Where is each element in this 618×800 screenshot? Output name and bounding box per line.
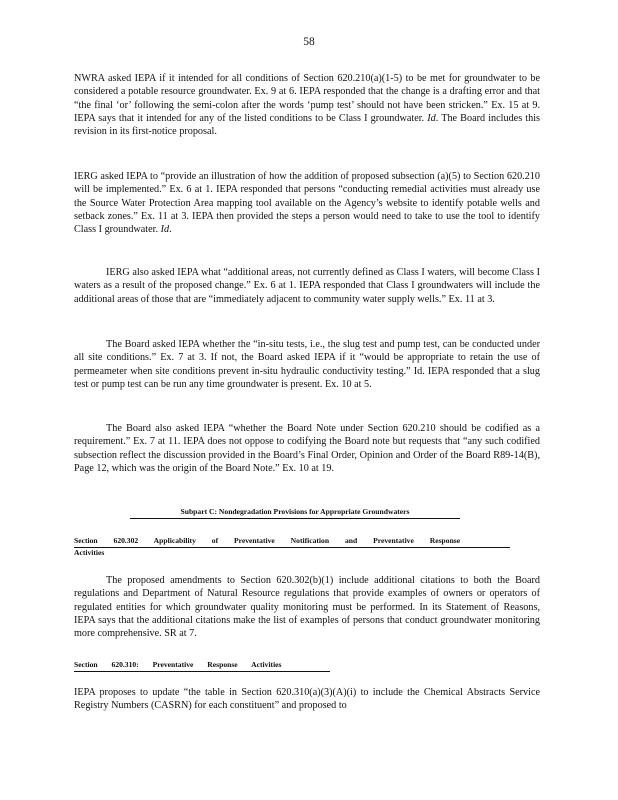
section-302-heading-line2: Activities bbox=[74, 548, 105, 557]
paragraph-620-302 bbox=[74, 574, 540, 640]
subpart-heading bbox=[74, 507, 510, 519]
subpart-heading-text: Subpart C: Nondegradation Provisions for Appropriate Groundwaters bbox=[130, 507, 460, 519]
paragraph-nwra-tail: The Board includes this revision in its first-notice proposal. bbox=[74, 112, 540, 138]
paragraph-ierg-illustration bbox=[74, 170, 540, 236]
section-302-heading bbox=[74, 536, 510, 558]
paragraph-board-note-text: The Board also asked IEPA “whether the Board Note under Section 620.210 should be codified as a requirement.” Ex. 7 at 11. IEPA does not oppose to codifying the Board note but requests that “any such codified subsection reflect the discussion provided in the Board’s Final Order, Opinion and Order of the Board R89-14(B), Page 12, which was the origin of the Board Note.” Ex. 10 at 19. bbox=[74, 423, 540, 474]
paragraph-nwra: NWRA asked IEPA if it intended for all conditions of Section 620.210(a)(1-5) to be met for groundwater to be considered a potable resource groundwater. Ex. 9 at 6. IEPA responded that the change is a drafting error and that “the final ‘or’ following the semi-colon after the words ‘pump test’ should not have been stricken.” Ex. 15 at 9. IEPA says that it intended for any of the listed conditions to be Class I groundwater. Id. The Board includes this revision in its first-notice proposal. bbox=[74, 73, 540, 138]
paragraph-620-302-text: The proposed amendments to Section 620.302(b)(1) include additional citations to both the Board regulations and Department of Natural Resource regulations that provide examples of owners or operators of regulated entities for which groundwater quality monitoring must be performed. In its Statement of Reasons, IEPA says that the additional citations make the list of examples of persons that conduct groundwater monitoring more comprehensive. SR at 7. bbox=[74, 575, 540, 640]
id-citation: Id bbox=[427, 112, 436, 124]
paragraph-ierg-areas-text: IERG also asked IEPA what “additional areas, not currently defined as Class I waters, will become Class I waters as a result of the proposed change.” Ex. 6 at 1. IEPA responded that Class I groundwaters will include the additional areas of those that are “immediately adjacent to community water supply wells.” Ex. 11 at 3. bbox=[74, 267, 540, 305]
paragraph-board-note bbox=[74, 422, 540, 475]
paragraph-board-insitu bbox=[74, 338, 540, 391]
section-310-heading-text: Section 620.310: Preventative Response Activities bbox=[74, 660, 330, 672]
section-302-heading-line1: Section 620.302 Applicability of Preventative Notification and Preventative Response bbox=[74, 536, 510, 548]
section-310-heading bbox=[74, 660, 510, 672]
paragraph-ierg-areas bbox=[74, 266, 540, 306]
page-number: 58 bbox=[303, 36, 315, 48]
paragraph-nwra-text: NWRA asked IEPA if it intended for all conditions of Section 620.210(a)(1-5) to be met for groundwater to be considered a potable resource groundwater. Ex. 9 at 6. IEPA responded that the change is a drafting error and that “the final ‘or’ following the semi-colon after the words ‘pump test’ should not have been stricken.” Ex. 15 at 9. IEPA says that it intended for any of the listed conditions to be Class I groundwater. bbox=[74, 73, 540, 124]
id-citation: Id bbox=[160, 224, 170, 236]
paragraph-620-310 bbox=[74, 686, 540, 713]
period: . bbox=[169, 224, 172, 236]
paragraph-board-insitu-text: The Board asked IEPA whether the “in-situ tests, i.e., the slug test and pump test, can be conducted under all site conditions.” Ex. 7 at 3. If not, the Board asked IEPA if it “would be appropriate to retain the use of permeameter when site conditions prevent in-situ hydraulic conductivity testing.” Id. IEPA responded that a slug test or pump test can be run any time groundwater is present. Ex. 10 at 5. bbox=[74, 339, 540, 390]
paragraph-ierg-illustration-text: IERG asked IEPA to “provide an illustration of how the addition of proposed subsection (a)(5) to Section 620.210 will be implemented.” Ex. 6 at 1. IEPA responded that persons “conducting remedial activities must already use the Source Water Protection Area mapping tool available on the Agency’s website to identify potable wells and setback zones.” Ex. 11 at 3. IEPA then provided the steps a person would need to take to use the tool to identify Class I groundwater. bbox=[74, 171, 540, 236]
paragraph-620-310-text: IEPA proposes to update “the table in Section 620.310(a)(3)(A)(i) to include the Chemical Abstracts Service Registry Numbers (CASRN) for each constituent” and proposed to bbox=[74, 687, 540, 712]
